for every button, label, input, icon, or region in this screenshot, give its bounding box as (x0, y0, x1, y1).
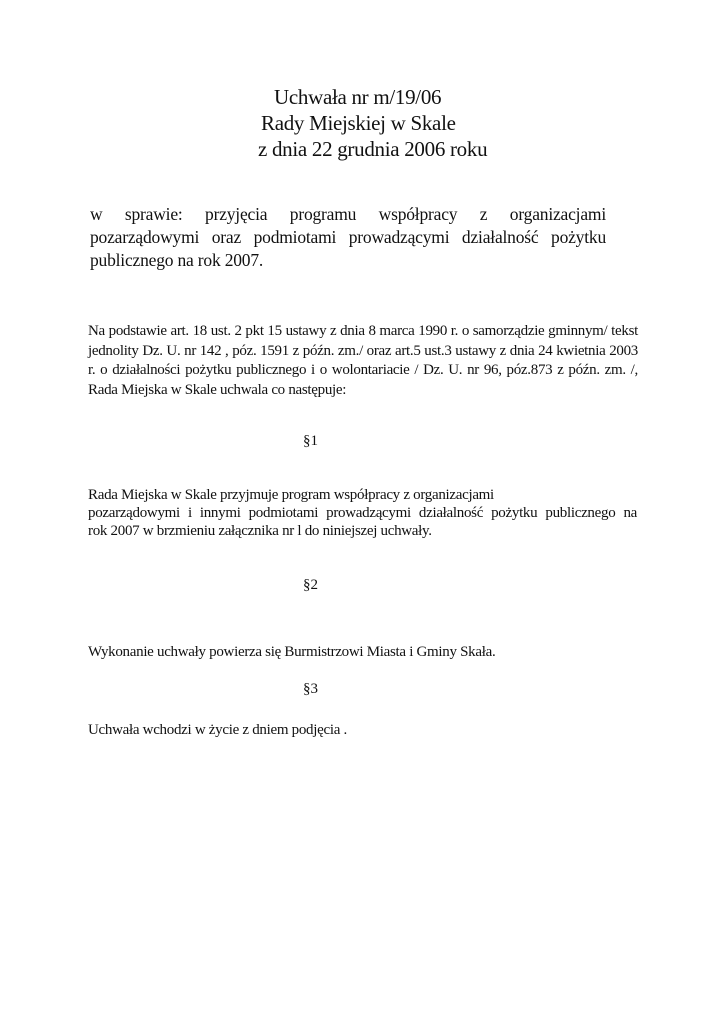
resolution-number-title: Uchwała nr m/19/06 (274, 85, 442, 109)
section-2-text: Wykonanie uchwały powierza się Burmistrzowi Miasta i Gminy Skała. (88, 644, 496, 660)
section-2-mark: §2 (303, 577, 318, 593)
section-1-text-line: Rada Miejska w Skale przyjmuje program współpracy z organizacjami (88, 487, 494, 503)
section-1-text-line: pozarządowymi i innymi podmiotami prowadzącymi działalność pożytku publicznego na (88, 505, 637, 521)
resolution-date-title: z dnia 22 grudnia 2006 roku (258, 137, 488, 161)
section-1-text-line: rok 2007 w brzmieniu załącznika nr l do niniejszej uchwały. (88, 523, 432, 539)
section-3-mark: §3 (303, 681, 318, 697)
legal-basis-paragraph: Na podstawie art. 18 ust. 2 pkt 15 ustawy z dnia 8 marca 1990 r. o samorządzie gminnym/ tekst jednolity Dz. U. nr 142 , póz. 1591 z późn. zm./ oraz art.5 ust.3 ustawy z dnia 24 kwietnia 2003 r. o działalności pożytku publicznego i o wolontariacie / Dz. U. nr 96, póz.873 z późn. zm. /, Rada Miejska w Skale uchwala co następuje: (88, 323, 638, 398)
resolution-subject: w sprawie: przyjęcia programu współpracy z organizacjami pozarządowymi oraz podmiotami prowadzącymi działalność pożytku publicznego na rok 2007. (90, 204, 606, 270)
council-name-title: Rady Miejskiej w Skale (261, 111, 456, 135)
section-3-text: Uchwała wchodzi w życie z dniem podjęcia . (88, 722, 347, 738)
section-1-mark: §1 (303, 433, 318, 449)
